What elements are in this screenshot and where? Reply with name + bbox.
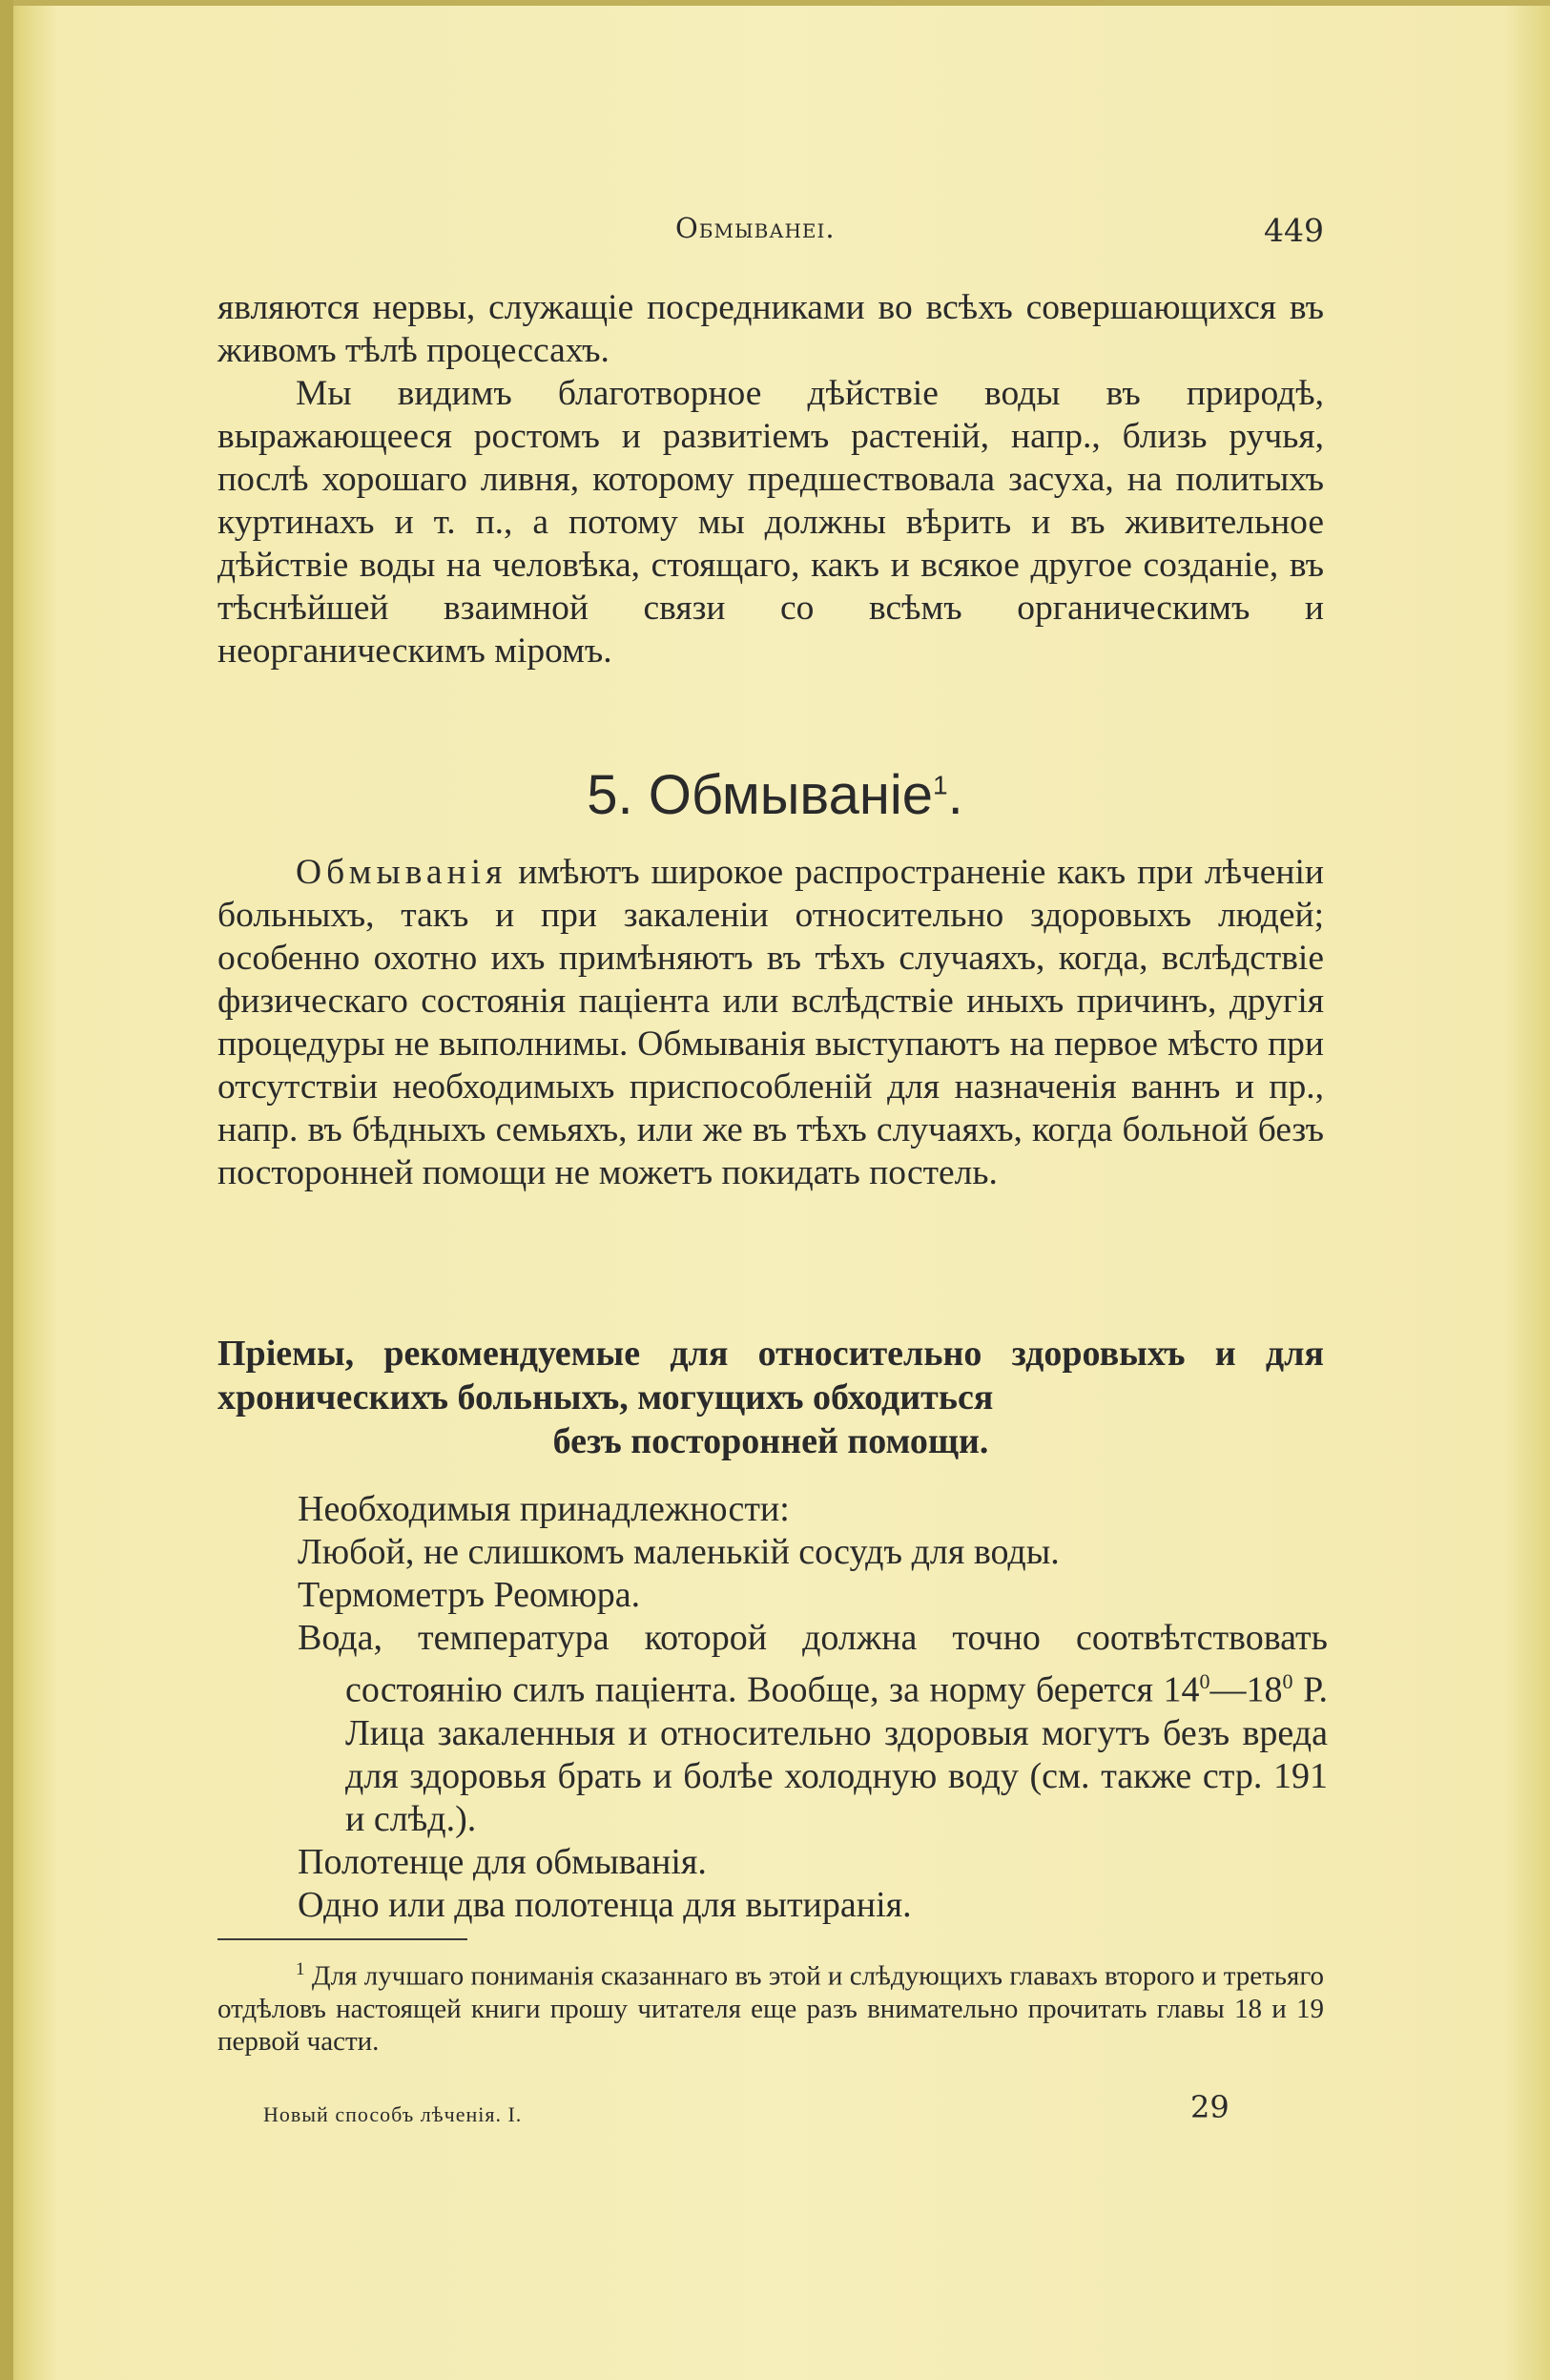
- signature-number: 29: [1190, 2089, 1230, 2125]
- water-text-start: Вода, температура которой должна точно соотвѣтствовать состоянію силъ паціента. Вообще, за норму берется 14: [298, 1618, 1328, 1710]
- paragraph-sponging-body: [217, 851, 1324, 1194]
- list-item: Полотенце для обмыванія.: [298, 1841, 707, 1882]
- section-heading-suffix: .: [947, 764, 963, 826]
- subheading-main: Пріемы, рекомендуемые для относительно здоровыхъ и для хроническихъ больныхъ, могущихъ обходиться: [217, 1334, 1324, 1418]
- paragraph-water-in-nature: Мы видимъ благотворное дѣйствіе воды въ природѣ, выражающееся ростомъ и развитіемъ растеній, напр., близь ручья, послѣ хорошаго ливня, которому предшествовала засуха, на политыхъ куртинахъ и т. п., а потому мы должны вѣрить и въ живительное дѣйствіе воды на человѣка, стоящаго, какъ и всякое другое созданіе, въ тѣснѣйшей взаимной связи со всѣмъ органическимъ и неорганическимъ міромъ.: [217, 374, 1324, 671]
- paragraph-lead-word: Обмыванія: [296, 853, 507, 892]
- water-text-end: Р. Лица закаленныя и относительно здоровыя могутъ безъ вреда для здоровья брать и болѣе холодную воду (см. также стр. 191 и слѣд.).: [345, 1669, 1328, 1839]
- footnote-reference: 1: [933, 770, 948, 800]
- requirements-list: [298, 1488, 1328, 1927]
- list-item-water: [298, 1617, 1328, 1841]
- page-top-edge: [0, 0, 1550, 6]
- paragraph-continuation: являются нервы, служащіе посредниками во всѣхъ совершающихся въ живомъ тѣлѣ процессахъ.: [217, 288, 1324, 370]
- section-heading-text: 5. Обмываніе: [587, 764, 933, 826]
- page-binding-edge: [0, 0, 13, 2380]
- footnote-body: [217, 1954, 1324, 2058]
- running-head-title: Обмыванеі.: [675, 212, 836, 244]
- footnote-rule: [217, 1938, 467, 1940]
- page-number: 449: [1264, 212, 1324, 249]
- list-item: Термометръ Реомюра.: [298, 1575, 641, 1615]
- paragraph-sponging-text: имѣютъ широкое распространеніе какъ при лѣченіи больныхъ, такъ и при закаленіи относительно здоровыхъ людей; особенно охотно ихъ примѣняютъ въ тѣхъ случаяхъ, когда, вслѣдствіе физическаго состоянія паціента или вслѣдствіе иныхъ причинъ, другія процедуры не выполнимы. Обмыванія выступаютъ на первое мѣсто при отсутствіи необходимыхъ приспособленій для назначенія ваннъ и пр., напр. въ бѣдныхъ семьяхъ, или же въ тѣхъ случаяхъ, когда больной безъ посторонней помощи не можетъ покидать постель.: [217, 853, 1324, 1192]
- running-head: [0, 212, 1550, 250]
- footnote: [217, 1954, 1324, 2058]
- subheading-last-line: безъ посторонней помощи.: [552, 1421, 989, 1461]
- water-text-range: —18: [1209, 1669, 1283, 1710]
- list-item: Необходимыя принадлежности:: [298, 1489, 790, 1529]
- section-heading: [0, 763, 1550, 827]
- list-item: Одно или два полотенца для вытиранія.: [298, 1884, 912, 1925]
- paragraph-sponging: [217, 851, 1324, 1194]
- degree-mark: 0: [1282, 1669, 1293, 1693]
- footnote-marker: 1: [296, 1959, 305, 1979]
- footnote-text: Для лучшаго пониманія сказаннаго въ этой и слѣдующихъ главахъ второго и третьяго отдѣловъ настоящей книги прошу читателя еще разъ внимательно прочитать главы 18 и 19 первой части.: [217, 1960, 1324, 2057]
- list-item: Любой, не слишкомъ маленькій сосудъ для воды.: [298, 1532, 1060, 1572]
- paragraph-intro: [217, 286, 1324, 673]
- subheading: [217, 1332, 1324, 1463]
- signature-line: Новый способъ лѣченія. I.: [263, 2102, 523, 2126]
- degree-mark: 0: [1199, 1669, 1210, 1693]
